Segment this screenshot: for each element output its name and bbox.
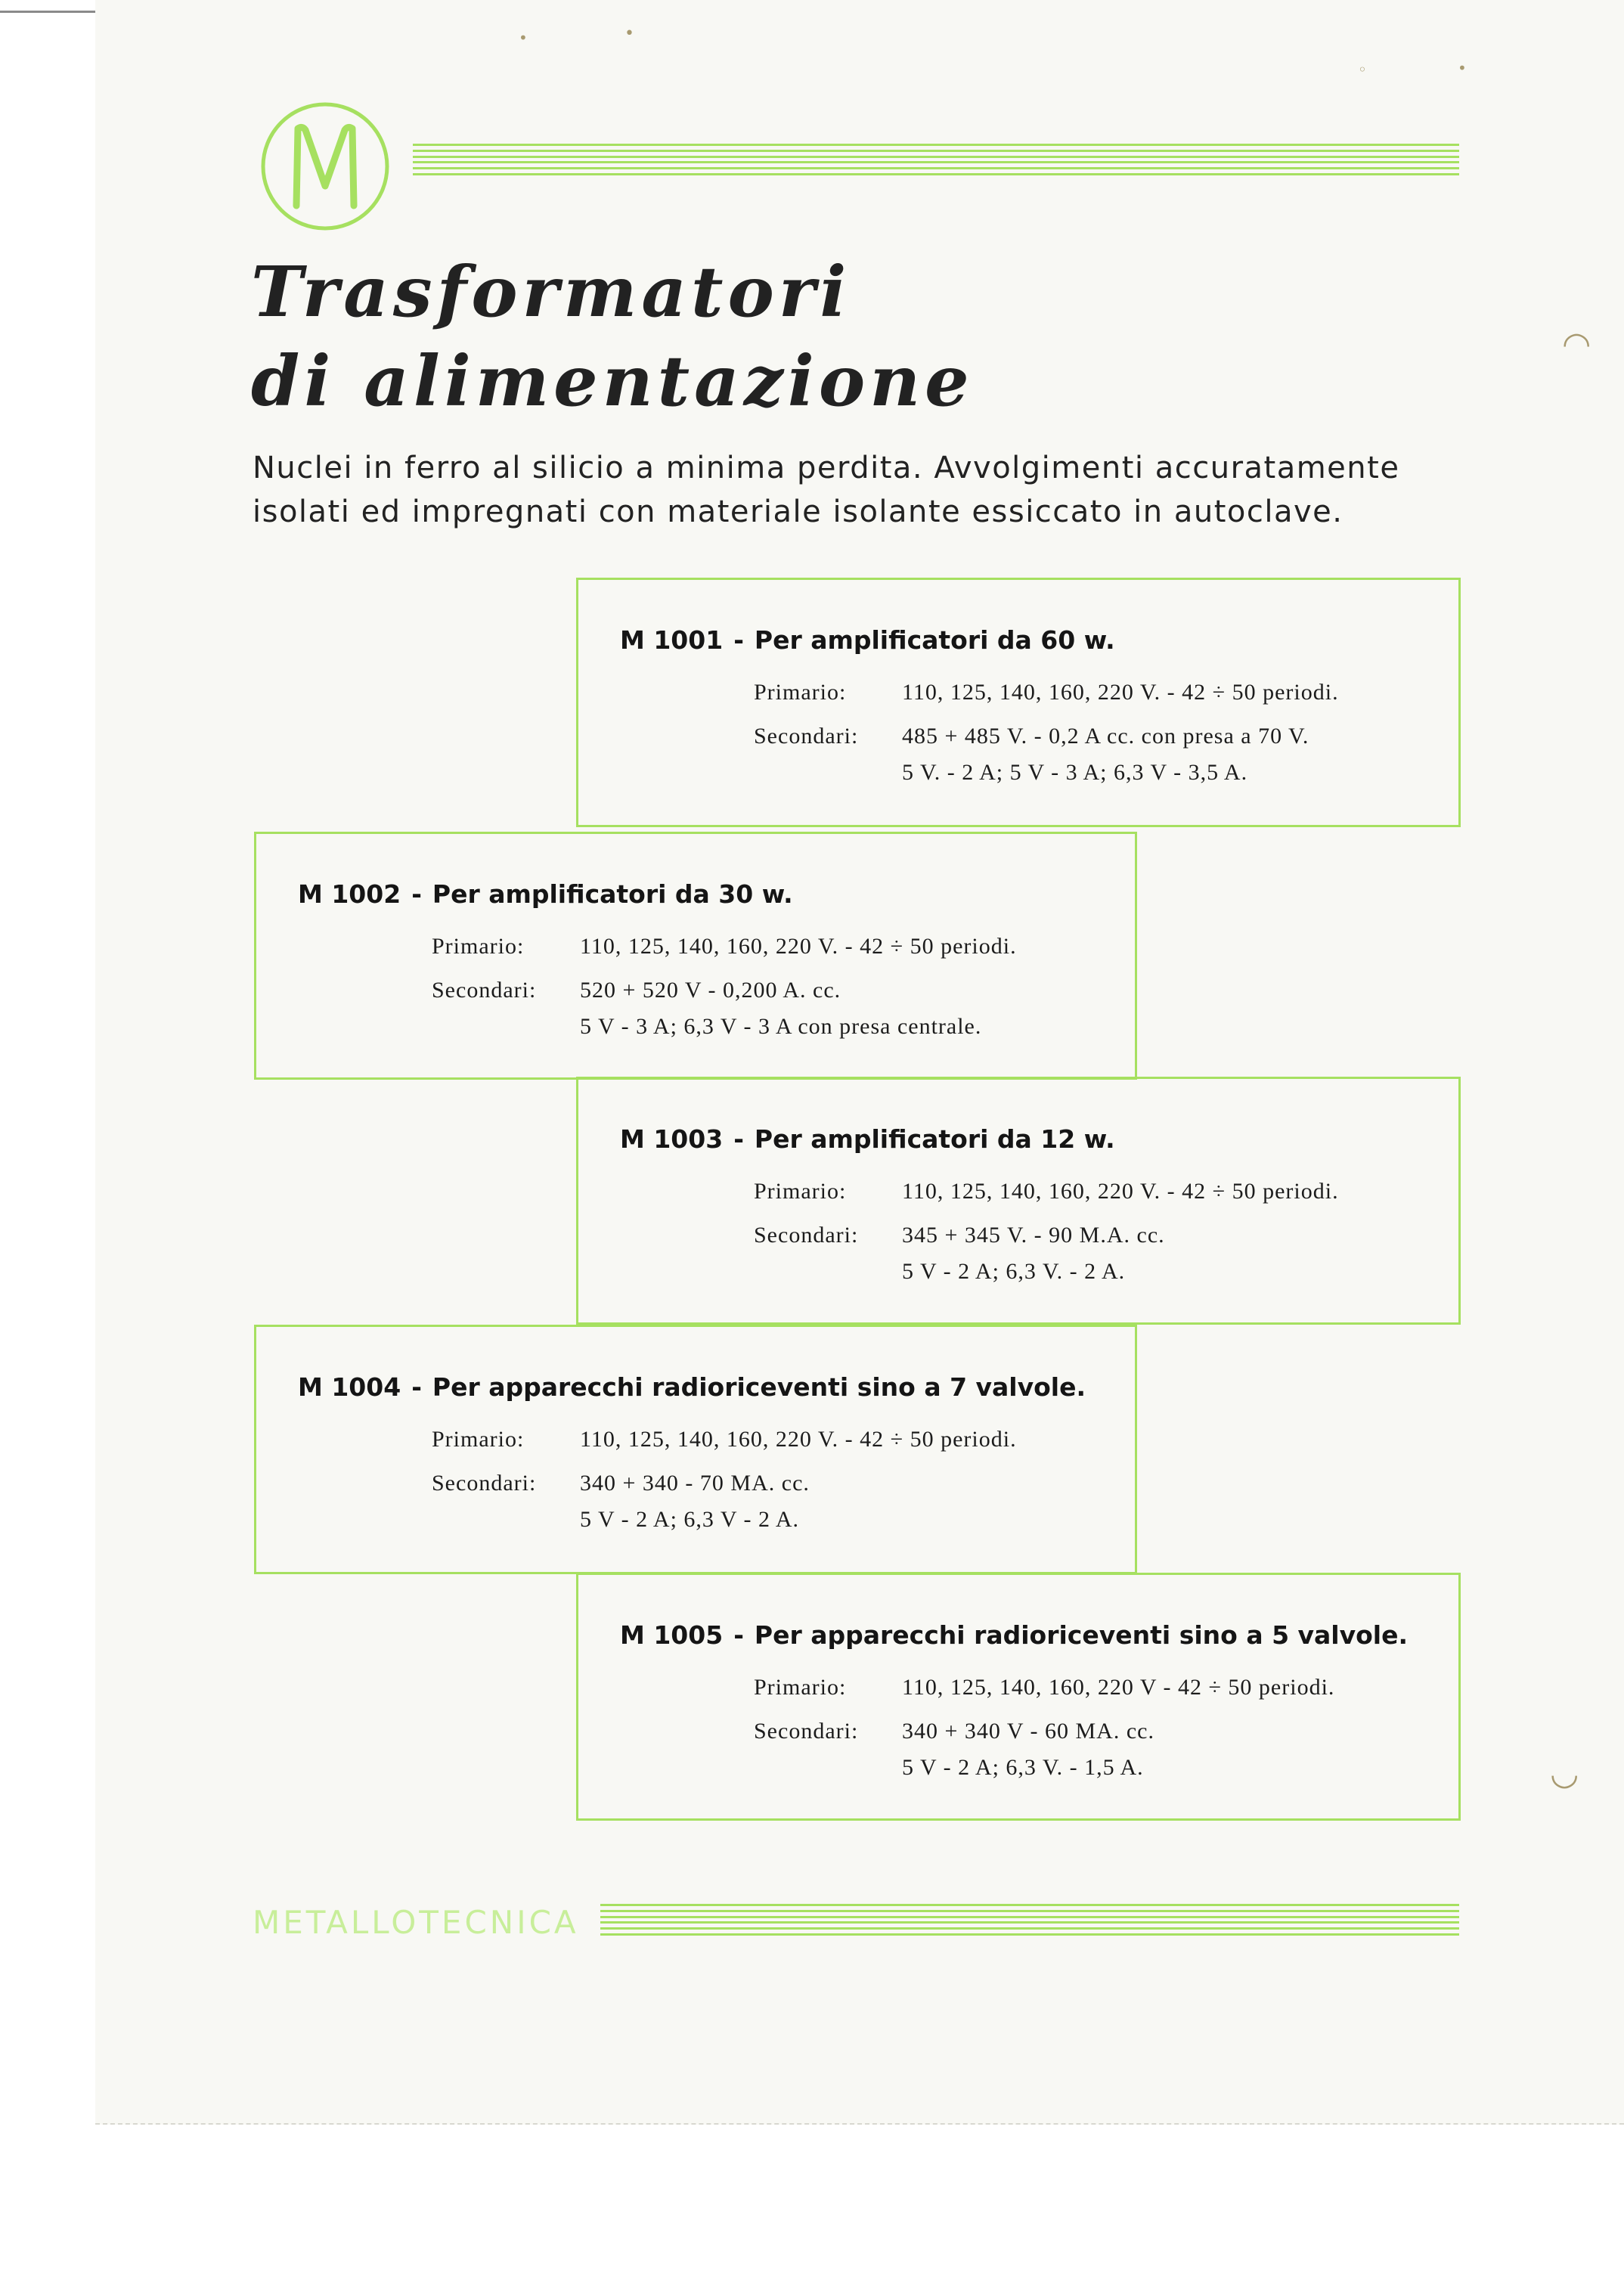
product-title: Per amplificatori da 60 w.: [754, 625, 1115, 655]
heading-dash: -: [733, 1620, 744, 1650]
product-code: M 1001: [620, 625, 724, 655]
secondari-value-2: 5 V - 2 A; 6,3 V - 2 A.: [580, 1507, 799, 1532]
intro-paragraph: Nuclei in ferro al silicio a minima perdita. Avvolgimenti accuratamente isolati ed impregnati con materiale isolante essiccato in autoclave.: [253, 451, 1400, 529]
heading-dash: -: [733, 1124, 744, 1154]
secondari-row: [432, 978, 841, 1003]
primario-row: [754, 1179, 1339, 1204]
scan-speck: •: [624, 24, 634, 43]
primario-row: [754, 680, 1339, 705]
secondari-label: Secondari:: [754, 1719, 859, 1744]
primario-label: Primario:: [754, 1179, 847, 1204]
secondari-value: 520 + 520 V - 0,200 A. cc.: [580, 978, 841, 1003]
secondari-value-2: 5 V - 2 A; 6,3 V. - 1,5 A.: [902, 1755, 1144, 1780]
secondari-value-2: 5 V. - 2 A; 5 V - 3 A; 6,3 V - 3,5 A.: [902, 760, 1248, 785]
page-title: Trasformatori: [251, 251, 851, 333]
product-card-m1002: [254, 832, 1137, 1080]
primario-value: 110, 125, 140, 160, 220 V. - 42 ÷ 50 periodi.: [902, 1179, 1339, 1204]
product-title: Per amplificatori da 30 w.: [432, 879, 793, 909]
product-title: Per apparecchi radioriceventi sino a 5 valvole.: [754, 1620, 1409, 1650]
heading-dash: -: [733, 625, 744, 655]
primario-value: 110, 125, 140, 160, 220 V. - 42 ÷ 50 periodi.: [902, 680, 1339, 705]
primario-label: Primario:: [432, 1427, 525, 1452]
primario-label: Primario:: [754, 680, 847, 705]
secondari-label: Secondari:: [432, 978, 537, 1003]
product-card-m1003: [576, 1077, 1461, 1325]
scan-speck: •: [1458, 59, 1467, 77]
secondari-label: Secondari:: [754, 724, 859, 749]
secondari-row: [754, 724, 1309, 749]
secondari-value: 485 + 485 V. - 0,2 A cc. con presa a 70 V.: [902, 724, 1309, 749]
secondari-label: Secondari:: [754, 1223, 859, 1248]
metallotecnica-logo-icon: [257, 98, 393, 234]
primario-row: [432, 934, 1017, 959]
secondari-value: 340 + 340 - 70 MA. cc.: [580, 1471, 810, 1496]
secondari-row: [754, 1223, 1165, 1248]
product-code: M 1002: [298, 879, 401, 909]
scan-speck: ◦: [1358, 60, 1367, 79]
primario-value: 110, 125, 140, 160, 220 V. - 42 ÷ 50 periodi.: [580, 934, 1017, 959]
primario-row: [754, 1675, 1334, 1700]
product-card-m1005: [576, 1573, 1461, 1821]
scan-speck: ◠: [1562, 325, 1591, 364]
secondari-row: [432, 1471, 810, 1496]
scan-edge-line: [0, 11, 98, 13]
primario-value: 110, 125, 140, 160, 220 V. - 42 ÷ 50 periodi.: [580, 1427, 1017, 1452]
secondari-label: Secondari:: [432, 1471, 537, 1496]
secondari-value-2: 5 V - 2 A; 6,3 V. - 2 A.: [902, 1259, 1126, 1284]
primario-value: 110, 125, 140, 160, 220 V - 42 ÷ 50 periodi.: [902, 1675, 1335, 1700]
scan-speck: ◡: [1550, 1754, 1579, 1793]
brand-name: METALLOTECNICA: [253, 1904, 579, 1941]
product-heading: [298, 879, 793, 909]
primario-label: Primario:: [754, 1675, 847, 1700]
secondari-value: 340 + 340 V - 60 MA. cc.: [902, 1719, 1154, 1744]
heading-dash: -: [411, 1372, 422, 1402]
header-rule: [413, 144, 1459, 175]
product-card-m1001: [576, 578, 1461, 827]
page-subtitle: di alimentazione: [251, 340, 974, 422]
scan-speck: •: [519, 29, 528, 47]
product-code: M 1004: [298, 1372, 401, 1402]
product-heading: [620, 625, 1115, 655]
primario-row: [432, 1427, 1017, 1452]
heading-dash: -: [411, 879, 422, 909]
secondari-value-2: 5 V - 3 A; 6,3 V - 3 A con presa centrale.: [580, 1014, 982, 1039]
product-code: M 1005: [620, 1620, 724, 1650]
primario-label: Primario:: [432, 934, 525, 959]
product-heading: [620, 1620, 1408, 1650]
product-heading: [298, 1372, 1086, 1402]
product-title: Per apparecchi radioriceventi sino a 7 valvole.: [432, 1372, 1086, 1402]
product-title: Per amplificatori da 12 w.: [754, 1124, 1115, 1154]
secondari-row: [754, 1719, 1154, 1744]
secondari-value: 345 + 345 V. - 90 M.A. cc.: [902, 1223, 1165, 1248]
product-card-m1004: [254, 1325, 1137, 1574]
product-code: M 1003: [620, 1124, 724, 1154]
footer-rule: [600, 1904, 1459, 1936]
product-heading: [620, 1124, 1115, 1154]
